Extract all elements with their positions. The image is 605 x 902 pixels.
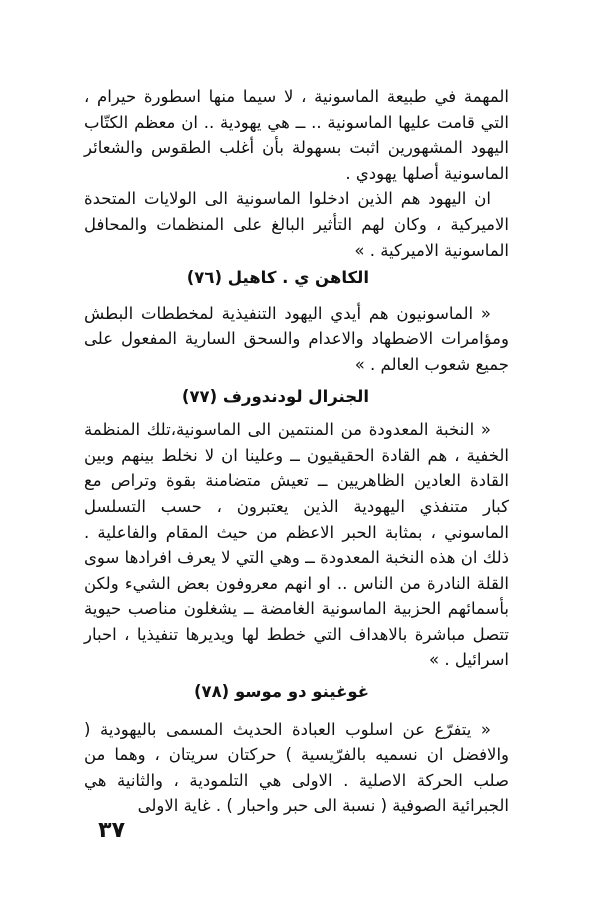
paragraph-2: ان اليهود هم الذين ادخلوا الماسونية الى الولايات المتحدة الاميركية ، وكان لهم التأثير البالغ على المنظمات والمحافل الماسونية الاميركية . » (84, 189, 509, 260)
quote-ludendorff (84, 417, 509, 673)
paragraph-1: المهمة في طبيعة الماسونية ، لا سيما منها اسطورة حيرام ، التي قامت عليها الماسونية .. ــ هي يهودية .. ان معظم الكتّاب اليهود المشهورين اثبت بسهولة بأن أغلب الطقوس والشعائر الماسونية أصلها يهودي . (84, 87, 509, 183)
heading-kahil: الكاهن ي . كاهيل (٧٦) (186, 268, 369, 288)
heading-ludendorff: الجنرال لودندورف (٧٧) (181, 386, 369, 406)
quote-kahil-text: « الماسونيون هم أيدي اليهود التنفيذية لمخططات البطش ومؤامرات الاضطهاد والاعدام والسحق السارية المفعول على جميع شعوب العالم . » (84, 303, 509, 374)
page-number: ٣٧ (98, 818, 125, 843)
heading-mousseaux: غوغينو دو موسو (٧٨) (193, 682, 369, 702)
quote-mousseaux (84, 717, 509, 819)
quote-ludendorff-text: « النخبة المعدودة من المنتمين الى الماسونية،تلك المنظمة الخفية ، هم القادة الحقيقيون ــ وعلينا ان لا نخلط بينهم وبين القادة العادين الظاهريين ــ تعيش متضامنة بقوة وتراص مع كبار متنفذي اليهودية الذين يعتبرون ، حسب التسلسل الماسوني ، بمثابة الحبر الاعظم من حيث المقام والفاعلية . ذلك ان هذه النخبة المعدودة ــ وهي التي لا يعرف افرادها سوى القلة النادرة من الناس .. او انهم معروفون بعض الشيء ولكن بأسمائهم الحزبية الماسونية الغامضة ــ يشغلون مناصب حيوية تتصل مباشرة بالاهداف التي خطط لها ويديرها تنفيذيا ، احبار اسرائيل . » (84, 420, 509, 670)
opening-text (84, 84, 509, 263)
quote-kahil (84, 301, 509, 378)
quote-mousseaux-text: « يتفرّع عن اسلوب العبادة الحديث المسمى باليهودية ( والافضل ان نسميه بالفرّيسية ) حركتان سريتان ، وهما من صلب الحركة الاصلية . الاولى هي التلمودية ، والثانية هي الجبرائية الصوفية ( نسبة الى حبر واحبار ) . غاية الاولى (84, 719, 509, 816)
